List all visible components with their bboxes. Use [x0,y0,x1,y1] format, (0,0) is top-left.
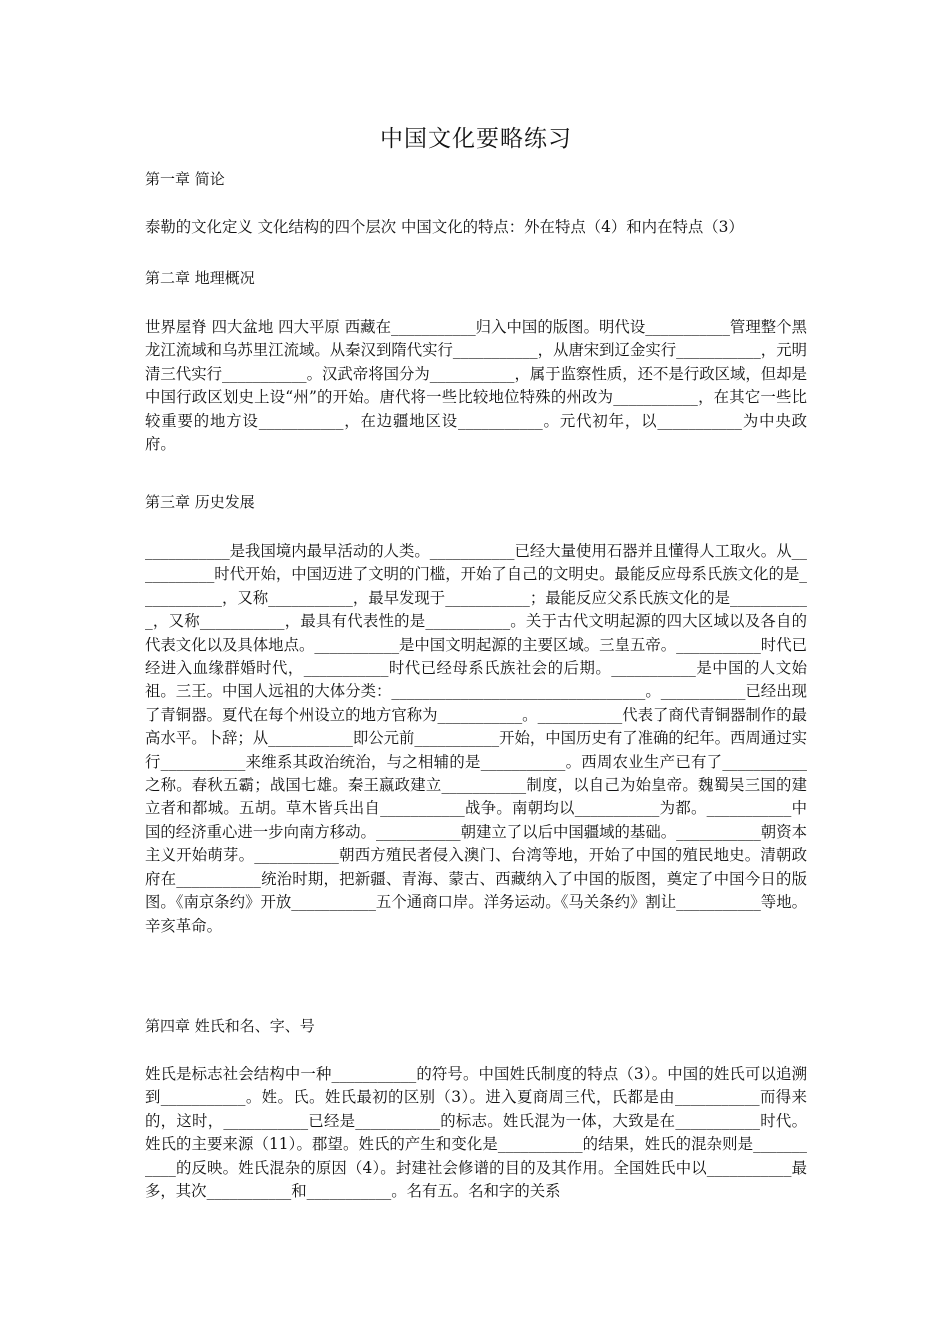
chapter-2-body: 世界屋脊 四大盆地 四大平原 西藏在___________归入中国的版图。明代设___________管理整个黑龙江流域和乌苏里江流域。从秦汉到隋代实行___________，从唐宋到辽金实行___________，元明清三代实行___________。汉武帝将国分为___________，属于监察性质，还不是行政区域，但却是中国行政区划史上设“州”的开始。唐代将一些比较地位特殊的州改为___________，在其它一些比较重要的地方设___________，在边疆地区设___________。元代初年，以___________为中央政府。 [145,318,807,454]
chapter-1-heading: 第一章 简论 [145,170,225,188]
chapter-2-heading: 第二章 地理概况 [145,269,255,287]
chapter-1-body: 泰勒的文化定义 文化结构的四个层次 中国文化的特点：外在特点（4）和内在特点（3） [145,218,744,236]
chapter-4-body: 姓氏是标志社会结构中一种___________的符号。中国姓氏制度的特点（3）。中国的姓氏可以追溯到___________。姓。氏。姓氏最初的区别（3）。进入夏商周三代，氏都是由___________而得来的，这时，___________已经是___________的标志。姓氏混为一体，大致是在___________时代。姓氏的主要来源（11）。郡望。姓氏的产生和变化是___________的结果，姓氏的混杂则是___________的反映。姓氏混杂的原因（4）。封建社会修谱的目的及其作用。全国姓氏中以___________最多，其次___________和___________。名有五。名和字的关系 [145,1065,807,1201]
chapter-3-body: ___________是我国境内最早活动的人类。___________已经大量使用石器并且懂得人工取火。从___________时代开始，中国迈进了文明的门槛，开始了自己的文明史。最能反应母系氏族文化的是___________，又称___________，最早发现于___________；最能反应父系氏族文化的是___________，又称___________，最具有代表性的是___________。关于古代文明起源的四大区域以及各自的代表文化以及具体地点。___________是中国文明起源的主要区域。三皇五帝。___________时代已经进入血缘群婚时代，___________时代已经母系氏族社会的后期。___________是中国的人文始祖。三王。中国人远祖的大体分类：_________________________________。___________已经出现了青铜器。夏代在每个州设立的地方官称为___________。___________代表了商代青铜器制作的最高水平。卜辞；从___________即公元前___________开始，中国历史有了准确的纪年。西周通过实行___________来维系其政治统治，与之相辅的是___________。西周农业生产已有了___________之称。春秋五霸；战国七雄。秦王嬴政建立___________制度，以自己为始皇帝。魏蜀吴三国的建立者和都城。五胡。草木皆兵出自___________战争。南朝均以___________为都。___________中国的经济重心进一步向南方移动。___________朝建立了以后中国疆域的基础。___________朝资本主义开始萌芽。___________朝西方殖民者侵入澳门、台湾等地，开始了中国的殖民地史。清朝政府在___________统治时期，把新疆、青海、蒙古、西藏纳入了中国的版图，奠定了中国今日的版图。《南京条约》开放___________五个通商口岸。洋务运动。《马关条约》割让___________等地。辛亥革命。 [145,542,807,935]
document-title: 中国文化要略练习 [380,126,572,152]
chapter-4-heading: 第四章 姓氏和名、字、号 [145,1017,315,1035]
chapter-3-heading: 第三章 历史发展 [145,493,255,511]
